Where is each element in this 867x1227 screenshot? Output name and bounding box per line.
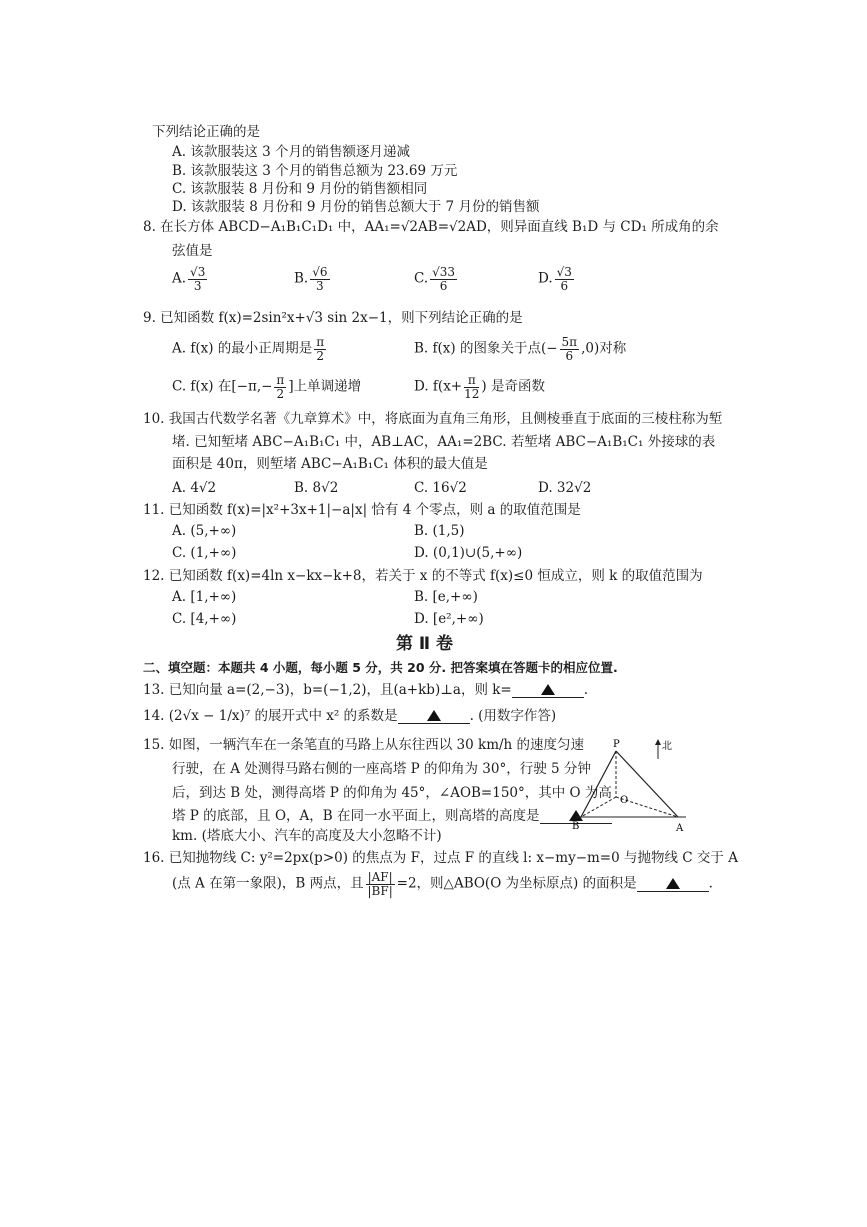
q10-option-c: C. 16√2 xyxy=(414,480,467,496)
triangle-marker-icon xyxy=(666,878,680,889)
label-north: 北 xyxy=(662,741,672,752)
q7-option-c: C. 该款服装 8 月份和 9 月份的销售额相同 xyxy=(172,181,428,197)
q8-line1: 8. 在长方体 ABCD−A₁B₁C₁D₁ 中，AA₁=√2AB=√2AD，则异面直线 B₁D 与 CD₁ 所成角的余 xyxy=(143,219,719,235)
label-b: B xyxy=(572,821,580,832)
q8-line2: 弦值是 xyxy=(172,243,213,259)
answer-blank xyxy=(637,876,709,892)
q16-line1: 16. 已知抛物线 C: y²=2px(p>0) 的焦点为 F，过点 F 的直线 l: x−my−m=0 与抛物线 C 交于 A xyxy=(143,850,738,866)
q11-stem: 11. 已知函数 f(x)=|x²+3x+1|−a|x| 恰有 4 个零点，则 a 的取值范围是 xyxy=(143,502,581,518)
q13: 13. 已知向量 a=(2,−3)，b=(−1,2)，且(a+kb)⊥a，则 k= . xyxy=(143,682,589,698)
label-a: A xyxy=(676,823,684,834)
q12-option-b: B. [e,+∞) xyxy=(414,589,478,605)
q11-option-d: D. (0,1)∪(5,+∞) xyxy=(414,545,523,561)
q15-line2: 行驶，在 A 处测得马路右侧的一座高塔 P 的仰角为 30°，行驶 5 分钟 xyxy=(172,761,591,777)
north-arrowhead-icon xyxy=(655,739,661,745)
q11-option-c: C. (1,+∞) xyxy=(172,545,237,561)
q12-option-a: A. [1,+∞) xyxy=(172,589,237,605)
q15-line4: 塔 P 的底部，且 O，A，B 在同一水平面上，则高塔的高度是 xyxy=(172,808,612,825)
q12-stem: 12. 已知函数 f(x)=4ln x−kx−k+8，若关于 x 的不等式 f(x)≤0 恒成立，则 k 的取值范围为 xyxy=(143,568,703,584)
triangle-marker-icon xyxy=(541,684,555,695)
answer-blank xyxy=(512,682,584,698)
q9-option-a: A. f(x) 的最小正周期是 $\frac{\pi}{2}$ xyxy=(172,335,325,363)
q15-line1: 15. 如图，一辆汽车在一条笔直的马路上从东往西以 30 km/h 的速度匀速 xyxy=(143,737,585,753)
q11-option-a: A. (5,+∞) xyxy=(172,523,237,539)
q7-option-a: A. 该款服装这 3 个月的销售额逐月递减 xyxy=(172,144,411,160)
q10-option-a: A. 4√2 xyxy=(172,480,217,496)
q12-option-d: D. [e²,+∞) xyxy=(414,611,484,627)
q15-line3: 后，到达 B 处，测得高塔 P 的仰角为 45°，∠AOB=150°，其中 O 为高 xyxy=(172,785,612,801)
q10-line2: 堵. 已知堑堵 ABC−A₁B₁C₁ 中，AB⊥AC，AA₁=2BC. 若堑堵 ABC−A₁B₁C₁ 外接球的表 xyxy=(172,434,716,450)
q7-option-d: D. 该款服装 8 月份和 9 月份的销售总额大于 7 月份的销售额 xyxy=(172,199,540,215)
q8-option-a: A. $\frac{√3}{3}$ xyxy=(172,265,206,293)
q10-option-b: B. 8√2 xyxy=(294,480,339,496)
part2-heading: 二、填空题：本题共 4 小题，每小题 5 分，共 20 分. 把答案填在答题卡的相应位置. xyxy=(143,660,618,675)
q8-option-c: C. $\frac{√33}{6}$ xyxy=(414,265,456,293)
triangle-marker-icon xyxy=(427,710,441,721)
q15-line5: km. (塔底大小、汽车的高度及大小忽略不计) xyxy=(172,828,442,844)
q10-line1: 10. 我国古代数学名著《九章算术》中，将底面为直角三角形，且侧棱垂直于底面的三棱柱称为堑 xyxy=(143,411,723,427)
q16-line2: (点 A 在第一象限)，B 两点，且 $\frac{|AF|}{|BF|}$ =2，则△ABO(O 为坐标原点) 的面积是 . xyxy=(172,870,713,898)
q14: 14. (2√x − 1/x)⁷ 的展开式中 x² 的系数是 . (用数字作答) xyxy=(143,708,557,724)
tower-figure xyxy=(566,733,698,839)
q9-option-d: D. f(x+ $\frac{\pi}{12}$ ) 是奇函数 xyxy=(414,373,545,401)
q12-option-c: C. [4,+∞) xyxy=(172,611,237,627)
q9-stem: 9. 已知函数 f(x)=2sin²x+√3 sin 2x−1，则下列结论正确的是 xyxy=(143,310,523,326)
q10-option-d: D. 32√2 xyxy=(538,480,592,496)
q8-option-d: D. $\frac{√3}{6}$ xyxy=(538,265,572,293)
label-p: P xyxy=(613,739,620,750)
q8-option-b: B. $\frac{√6}{3}$ xyxy=(294,265,328,293)
q11-option-b: B. (1,5) xyxy=(414,523,465,539)
q9-option-b: B. f(x) 的图象关于点(− $\frac{5\pi}{6}$ ,0)对称 xyxy=(414,335,627,363)
q7-stem: 下列结论正确的是 xyxy=(152,124,260,140)
q9-option-c: C. f(x) 在[−π,− $\frac{\pi}{2}$ ]上单调递增 xyxy=(172,373,362,401)
label-o: O xyxy=(620,795,629,806)
answer-blank xyxy=(398,708,470,724)
q7-option-b: B. 该款服装这 3 个月的销售总额为 23.69 万元 xyxy=(172,163,458,179)
part2-title: 第 Ⅱ 卷 xyxy=(396,634,454,654)
q10-line3: 面积是 40π，则堑堵 ABC−A₁B₁C₁ 体积的最大值是 xyxy=(172,456,488,472)
